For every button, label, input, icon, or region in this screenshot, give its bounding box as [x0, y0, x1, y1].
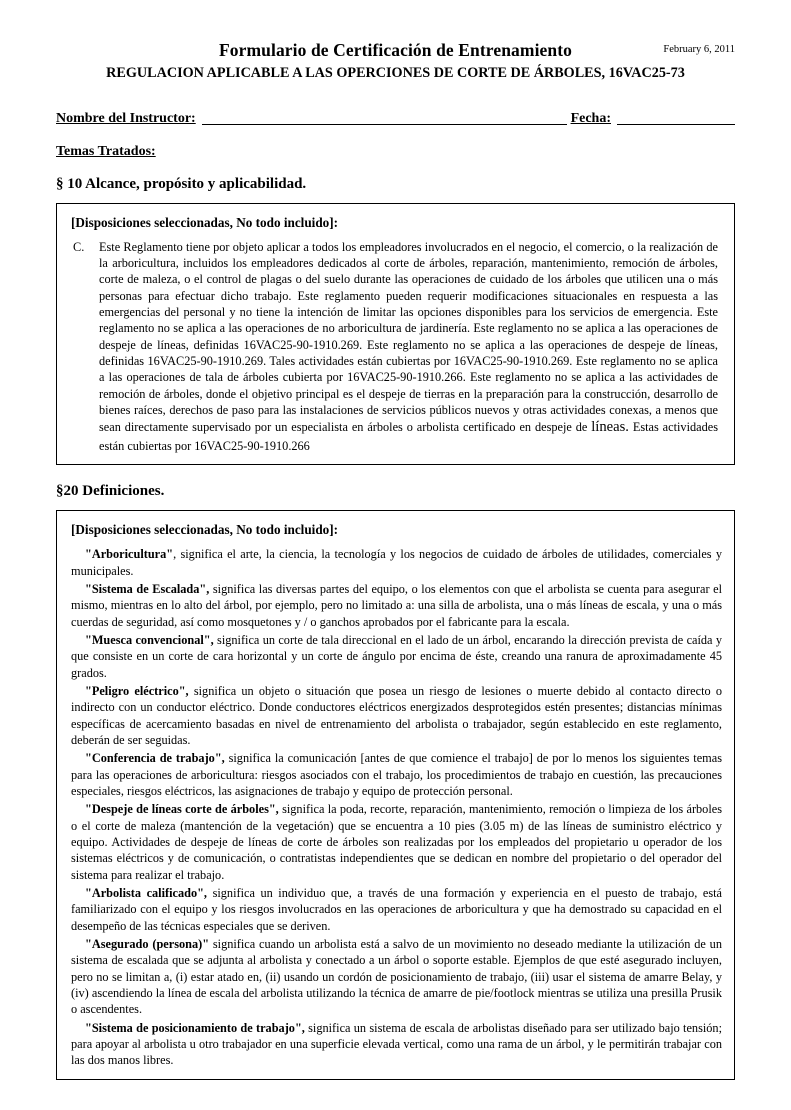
section-10-box: [56, 203, 735, 466]
item-letter: C.: [73, 239, 85, 254]
definition-item: [71, 683, 722, 748]
definition-item: [71, 936, 722, 1018]
definition-term: "Sistema de posicionamiento de trabajo",: [85, 1020, 305, 1035]
definition-term: "Muesca convencional",: [85, 632, 214, 647]
instructor-input[interactable]: [202, 109, 567, 125]
definition-term: "Peligro eléctrico",: [85, 683, 189, 698]
document-header: [56, 40, 735, 62]
item-paragraph: [99, 239, 718, 455]
definition-item: [71, 801, 722, 883]
fecha-label: Fecha:: [570, 110, 611, 126]
definition-text: significa la comunicación [antes de que comience el trabajo] de por lo menos los siguientes temas para las operaciones de arboricultura: riesgos asociados con el trabajo, los procedimientos de trabajo en cuestión, las precauciones especiales, riesgos eléctricos, las asignaciones de trabajo y equipo de protección personal.: [71, 751, 722, 798]
definition-item: [71, 885, 722, 934]
definition-text: significa un individuo que, a través de una formación y experiencia en el puesto de trabajo, está familiarizado con el equipo y los riesgos involucrados en las operaciones de arboricultura y que ha demostrado su capacidad en el desempeño de las técnicas especiales que se deriven.: [71, 886, 722, 933]
section-10-box-heading: [Disposiciones seleccionadas, No todo incluido]:: [71, 214, 339, 230]
section-20-title: §20 Definiciones.: [56, 483, 165, 500]
item-text-part-1: Este Reglamento tiene por objeto aplicar a todos los empleadores involucrados en el negocio, el comercio, o la realización de la arboricultura, incluidos los empleadores dedicados al corte de árboles, reparación, mantenimiento, remoción de árboles, corte de maleza, o el control de plagas o del suelo durante las operaciones de cuidado de los árboles que utilicen una o más personas para efectuar dicho trabajo. Este reglamento pueden requerir modificaciones situacionales en respuesta a las emergencias del personal y no tiene la intención de limitar las opciones disponibles para los servicios de emergencia. Este reglamento no se aplica a las operaciones de no arboricultura de jardinería. Este reglamento no se aplica a las operaciones de despeje de líneas, definidas 16VAC25-90-1910.269. Este reglamento no se aplica a las operaciones de despeje de líneas, definidas 16VAC25-90-1910.269. Tales actividades están cubiertas por 16VAC25-90-1910.269. Este reglamento no se aplica a las operaciones de tala de árboles cubierta por 16VAC25-90-1910.266. Este reglamento no se aplica a las actividades de remoción de árboles, donde el objetivo principal es el despeje de tierras en la preparación para la construcción, desarrollo de bienes raíces, derechos de paso para las instalaciones de servicios públicos nuevos y otras actividades conexas, a menos que sean directamente supervisado por un especialista en árboles o arbolista certificado en despeje de: [99, 239, 718, 435]
instructor-label: Nombre del Instructor:: [56, 110, 196, 126]
definition-term: "Asegurado (persona)": [85, 937, 210, 952]
definitions-list: [67, 546, 724, 1069]
definition-text: significa un sistema de escala de arbolistas diseñado para ser utilizado bajo tensión; para apoyar al arbolista u otro trabajador en una superficie elevada vertical, como una rama de un árbol, y le permitirán trabajar con las dos manos libres.: [71, 1020, 722, 1068]
definition-term: "Arbolista calificado",: [85, 886, 208, 901]
definition-item: [71, 581, 722, 630]
definition-text: significa las diversas partes del equipo, o los elementos con que el arbolista se cuenta para asegurar el mismo, mientras en lo alto del árbol, por ejemplo, pero no limitado a: una silla de arbolista, una o más líneas de escala, y una o más cuerdas de seguridad, así como mosquetones y / o ganchos aprobados por el fabricante para la escala.: [71, 581, 722, 629]
definition-item: [71, 750, 722, 799]
definition-term: "Conferencia de trabajo",: [85, 751, 225, 766]
definition-text: significa la poda, recorte, reparación, mantenimiento, remoción o limpieza de los árboles o el corte de maleza (mantención de la vegetación) que se encuentra a 10 pies (3.05 m) de las líneas de suministro eléctrico y equipo. Actividades de despeje de líneas de corte de árboles son realizadas por los empleados del propietario u operador de los sistemas eléctricos y de comunicación, o contratistas independientes que se dedican en nombre del propietario o del operador del sistema para realizar el trabajo.: [71, 802, 722, 882]
definition-term: "Despeje de líneas corte de árboles",: [85, 802, 279, 817]
document-subtitle: REGULACION APLICABLE A LAS OPERCIONES DE CORTE DE ÁRBOLES, 16VAC25-73: [106, 64, 685, 81]
definition-text: significa cuando un arbolista está a salvo de un movimiento no deseado mediante la utilización de un sistema de escalada que se adjunta al arbolista y conectado a un árbol o soporte estable. Ejemplos de que esté asegurado incluyen, pero no se limitan a, (i) estar atado en, (ii) usando un cordón de posicionamiento de trabajo, (iii) usar el sistema de amarre Belay, y (iv) ascendiendo la línea de escala del arbolista utilizando la técnica de amarre de pie/footlock mientras se utiliza una presilla Prusik o ascendentes.: [71, 937, 722, 1017]
definition-item: [71, 632, 722, 681]
definition-text: , significa el arte, la ciencia, la tecnología y los negocios de cuidado de árboles de utilidades, comerciales y municipales.: [71, 547, 722, 578]
fecha-input[interactable]: [617, 109, 735, 125]
page-title: Formulario de Certificación de Entrenamiento: [218, 40, 573, 60]
definition-term: "Sistema de Escalada",: [85, 581, 210, 596]
definition-item: [71, 546, 722, 579]
section-10-item-c: [73, 239, 718, 455]
topics-heading: Temas Tratados:: [56, 143, 156, 159]
section-10-title: § 10 Alcance, propósito y aplicabilidad.: [56, 175, 307, 192]
item-text-part-2: Estas actividades están cubiertas por 16VAC25-90-1910.266: [99, 420, 718, 453]
item-emphasis-word: líneas.: [591, 419, 629, 436]
instructor-field-row: [56, 109, 735, 127]
section-20-box: [56, 510, 735, 1080]
definition-text: significa un objeto o situación que posea un riesgo de lesiones o muerte debido al contacto directo o indirecto con un conductor eléctrico. Donde conductores eléctricos energizados desprotegidos estén presentes; distancias mínimas específicas de acercamiento basadas en nivel de entrenamiento del arbolista o trabajador, según establecido en este reglamento, deberán de ser seguidas.: [71, 683, 722, 747]
definition-text: significa un corte de tala direccional en el lado de un árbol, encarando la dirección prevista de caída y que consiste en un corte de cara horizontal y un corte de ángulo por encima de éste, creando una ranura de aproximadamente 45 grados.: [71, 632, 722, 680]
document-date: February 6, 2011: [663, 44, 735, 55]
definition-term: "Arboricultura": [85, 547, 174, 562]
section-20-box-heading: [Disposiciones seleccionadas, No todo incluido]:: [71, 522, 339, 538]
definition-item: [71, 1020, 722, 1069]
